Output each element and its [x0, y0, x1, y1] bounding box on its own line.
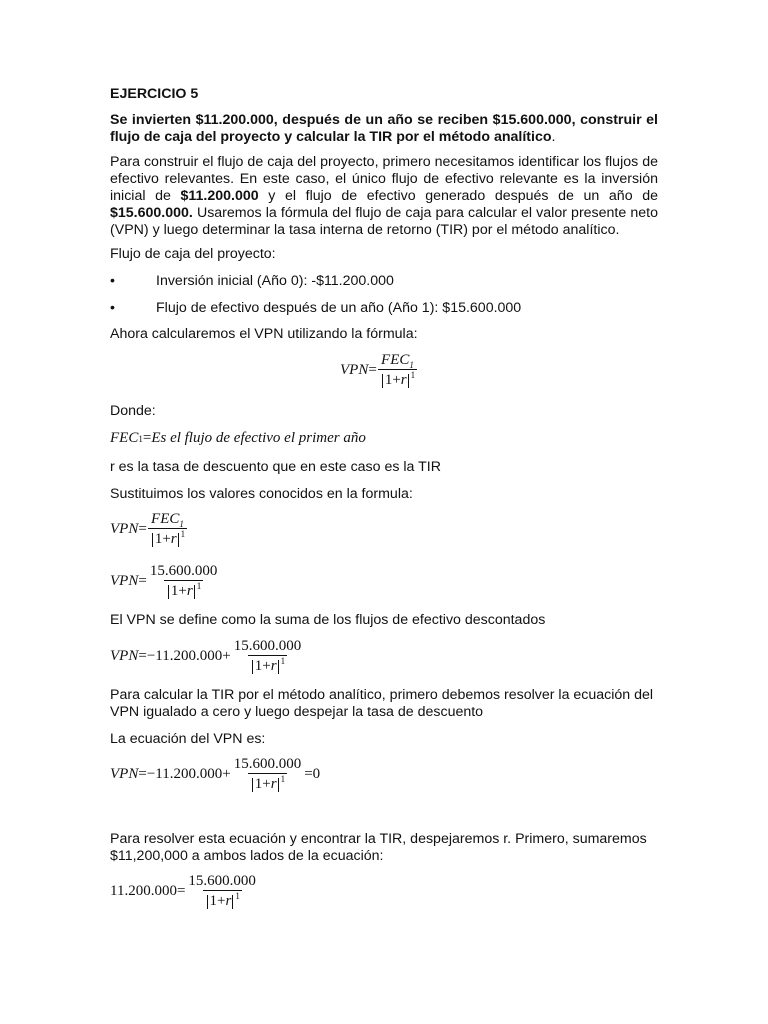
tir-method-paragraph: Para calcular la TIR por el método analítico, primero debemos resolver la ecuación del VPN igualado a cero y luego despejar la tasa de descuento [110, 687, 654, 720]
equals-sign: = [176, 883, 186, 899]
exponent: 1 [280, 656, 286, 666]
bullet-text: Flujo de efectivo después de un año (Año 1): $15.600.000 [156, 300, 522, 316]
intro-amount-cashflow: $15.600.000. [110, 205, 193, 221]
investment-value: 11.200.000 [155, 766, 223, 782]
one: 1 [384, 372, 393, 388]
fraction [148, 563, 220, 600]
investment-value: 11.200.000 [155, 648, 223, 664]
problem-statement-period: . [551, 129, 556, 145]
rate-variable: r [270, 776, 277, 792]
one: 1 [209, 893, 218, 909]
plus-sign: + [262, 776, 271, 792]
plus-sign: + [162, 531, 171, 547]
fraction-numerator [149, 511, 186, 528]
exponent: 1 [235, 891, 240, 901]
fec-subscript: 1 [409, 360, 414, 370]
rate-variable: r [270, 658, 277, 674]
solve-paragraph: Para resolver esta ecuación y encontrar la TIR, despejaremos r. Primero, sumaremos $11,200,000 a ambos lados de la ecuación: [110, 831, 647, 864]
fraction-denominator [203, 890, 242, 910]
fraction-numerator: 15.600.000 [233, 756, 302, 772]
equals-sign: = [138, 648, 147, 664]
problem-statement-bold: Se invierten $11.200.000, después de un año se reciben $15.600.000, construir el flujo de caja del proyecto y calcular la TIR por el método analítico [110, 112, 658, 145]
bullet-text: Inversión inicial (Año 0): -$11.200.000 [156, 273, 394, 289]
fec-subscript: 1 [179, 519, 184, 529]
cashflow-heading: Flujo de caja del proyecto: [110, 246, 276, 262]
one: 1 [254, 776, 263, 792]
fraction [232, 756, 304, 793]
vpn-intro: Ahora calcularemos el VPN utilizando la fórmula: [110, 326, 418, 342]
one: 1 [170, 583, 179, 599]
fraction-denominator [248, 655, 287, 675]
problem-statement [110, 112, 658, 146]
fraction-numerator [379, 352, 416, 369]
one: 1 [154, 531, 163, 547]
exponent: 1 [180, 529, 186, 539]
substitution-intro: Sustituimos los valores conocidos en la formula: [110, 486, 413, 502]
minus-sign: − [146, 766, 156, 782]
vpn-label: VPN [110, 573, 139, 589]
rate-variable: r [170, 531, 177, 547]
plus-sign: + [262, 658, 271, 674]
fec-definition-text: Es el flujo de efectivo el primer año [151, 430, 366, 446]
intro-text-3: Usaremos la fórmula del flujo de caja para calcular el valor presente neto (VPN) y luego determinar la tasa interna de retorno (TIR) por el método analítico. [110, 205, 658, 238]
rate-definition: r es la tasa de descuento que en este caso es la TIR [110, 459, 441, 475]
fraction [186, 873, 258, 910]
intro-text-1: Para construir el flujo de caja del proyecto, primero necesitamos identificar los flujos de efectivo relevantes. En este caso, el único flujo de efectivo relevante es la inversión inicial de [110, 154, 658, 204]
vpn-definition: El VPN se define como la suma de los flujos de efectivo descontados [110, 612, 546, 628]
fraction [148, 511, 187, 548]
intro-paragraph [110, 154, 658, 239]
vpn-label: VPN [110, 766, 139, 782]
intro-amount-investment: $11.200.000 [180, 188, 259, 204]
fraction-denominator [148, 528, 187, 548]
fraction-numerator: 15.600.000 [188, 873, 256, 889]
fec-label: FEC [151, 511, 180, 527]
equation-vpn-general [110, 511, 188, 548]
plus-sign: + [222, 648, 231, 664]
rate-variable: r [225, 893, 232, 909]
equals-sign: = [138, 766, 147, 782]
equals-sign: = [304, 766, 313, 782]
fraction-denominator [164, 580, 203, 600]
investment-value: 11.200.000 [110, 883, 177, 899]
fraction-numerator: 15.600.000 [233, 638, 302, 654]
vpn-label: VPN [110, 521, 139, 537]
fraction [378, 352, 417, 389]
equals-sign: = [142, 430, 152, 446]
equals-sign: = [368, 362, 377, 378]
equation-vpn-zero [110, 756, 320, 793]
equals-sign: = [138, 573, 147, 589]
one: 1 [254, 658, 263, 674]
rate-variable: r [400, 372, 407, 388]
equation-isolated [110, 873, 259, 910]
equation-vpn-substituted [110, 563, 220, 600]
plus-sign: + [178, 583, 187, 599]
fraction [232, 638, 304, 675]
equation-vpn-formula [340, 352, 418, 389]
donde-label: Donde: [110, 403, 156, 419]
bullet-icon: • [110, 300, 115, 316]
minus-sign: − [146, 648, 156, 664]
fraction-denominator [378, 369, 417, 389]
equation-vpn-full [110, 638, 304, 675]
equals-sign: = [138, 521, 147, 537]
exponent: 1 [410, 370, 416, 380]
plus-sign: + [392, 372, 401, 388]
bullet-icon: • [110, 273, 115, 289]
intro-text-2: y el flujo de efectivo generado después de un año de [258, 188, 658, 204]
zero-value: 0 [312, 766, 321, 782]
plus-sign: + [222, 766, 231, 782]
fec-label: FEC [381, 352, 410, 368]
equation-fec-definition: FEC 1 = Es el flujo de efectivo el primer año [110, 430, 366, 446]
fec-label: FEC [110, 430, 139, 446]
exercise-title: EJERCICIO 5 [110, 86, 199, 102]
plus-sign: + [217, 893, 226, 909]
fraction-numerator: 15.600.000 [149, 563, 218, 579]
vpn-label: VPN [340, 362, 369, 378]
rate-variable: r [186, 583, 193, 599]
exponent: 1 [280, 774, 286, 784]
fraction-denominator [248, 773, 287, 793]
vpn-label: VPN [110, 648, 139, 664]
exponent: 1 [196, 581, 202, 591]
equation-label: La ecuación del VPN es: [110, 731, 266, 747]
